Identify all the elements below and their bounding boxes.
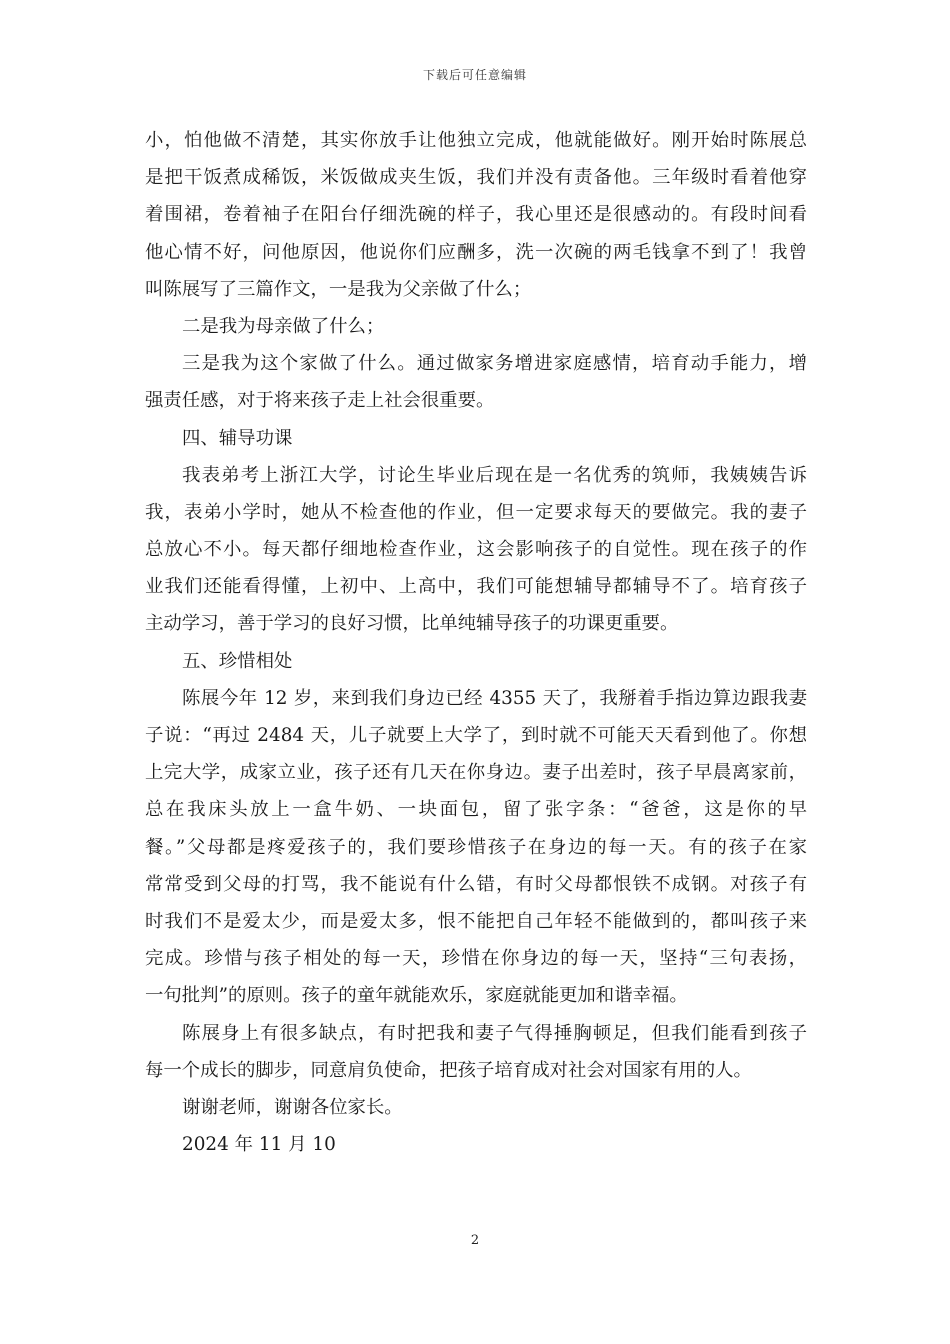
text-line: 小，怕他做不清楚，其实你放手让他独立完成，他就能做好。刚开始时陈展总	[145, 130, 807, 151]
text-line: 他心情不好，问他原因，他说你们应酬多，洗一次碗的两毛钱拿不到了！我曾	[145, 241, 807, 263]
text-line: 每一个成长的脚步，同意肩负使命，把孩子培育成对社会对国家有用的人。	[145, 1059, 752, 1081]
closing-thanks: 谢谢老师，谢谢各位家长。	[182, 1096, 403, 1118]
text-line: 一句批判”的原则。孩子的童年就能欢乐，家庭就能更加和谐幸福。	[145, 985, 688, 1007]
text-line: 子说：“再过 2484 天，儿子就要上大学了，到时就不可能天天看到他了。你想	[145, 725, 807, 746]
body-text	[145, 122, 807, 1163]
text-line: 总在我床头放上一盒牛奶、一块面包，留了张字条：“爸爸，这是你的早	[145, 799, 807, 821]
page-number: 2	[470, 1233, 480, 1248]
date-line: 2024 年 11 月 10	[182, 1134, 336, 1156]
text-line: 是把干饭煮成稀饭，米饭做成夹生饭，我们并没有责备他。三年级时看着他穿	[145, 167, 807, 189]
page-header: 下载后可任意编辑	[422, 68, 527, 82]
section-heading: 五、珍惜相处	[182, 650, 293, 672]
text-line: 我，表弟小学时，她从不检查他的作业，但一定要求每天的要做完。我的妻子	[145, 501, 807, 523]
text-line: 三是我为这个家做了什么。通过做家务增进家庭感情，培育动手能力，增	[182, 353, 807, 375]
text-line: 常常受到父母的打骂，我不能说有什么错，有时父母都恨铁不成钢。对孩子有	[145, 873, 807, 895]
text-line: 叫陈展写了三篇作文，一是我为父亲做了什么；	[145, 278, 532, 300]
text-line: 着围裙，卷着袖子在阳台仔细洗碗的样子，我心里还是很感动的。有段时间看	[145, 204, 807, 226]
section-heading: 四、辅导功课	[182, 427, 293, 449]
text-line: 陈展身上有很多缺点，有时把我和妻子气得捶胸顿足，但我们能看到孩子	[182, 1022, 807, 1044]
text-line: 陈展今年 12 岁，来到我们身边已经 4355 天了，我掰着手指边算边跟我妻	[182, 687, 807, 709]
text-line: 餐。”父母都是疼爱孩子的，我们要珍惜孩子在身边的每一天。有的孩子在家	[145, 836, 807, 858]
text-line: 总放心不小。每天都仔细地检查作业，这会影响孩子的自觉性。现在孩子的作	[145, 539, 807, 561]
text-line: 业我们还能看得懂，上初中、上高中，我们可能想辅导都辅导不了。培育孩子	[145, 576, 807, 598]
text-line: 主动学习，善于学习的良好习惯，比单纯辅导孩子的功课更重要。	[145, 613, 679, 635]
text-line: 我表弟考上浙江大学，讨论生毕业后现在是一名优秀的筑师，我姨姨告诉	[182, 464, 807, 486]
text-line: 强责任感，对于将来孩子走上社会很重要。	[145, 390, 495, 412]
text-line: 上完大学，成家立业，孩子还有几天在你身边。妻子出差时，孩子早晨离家前，	[145, 762, 807, 784]
text-line: 时我们不是爱太少，而是爱太多，恨不能把自己年轻不能做到的，都叫孩子来	[145, 910, 807, 932]
text-line: 二是我为母亲做了什么；	[182, 315, 385, 337]
text-line: 完成。珍惜与孩子相处的每一天，珍惜在你身边的每一天，坚持“三句表扬，	[145, 948, 807, 970]
